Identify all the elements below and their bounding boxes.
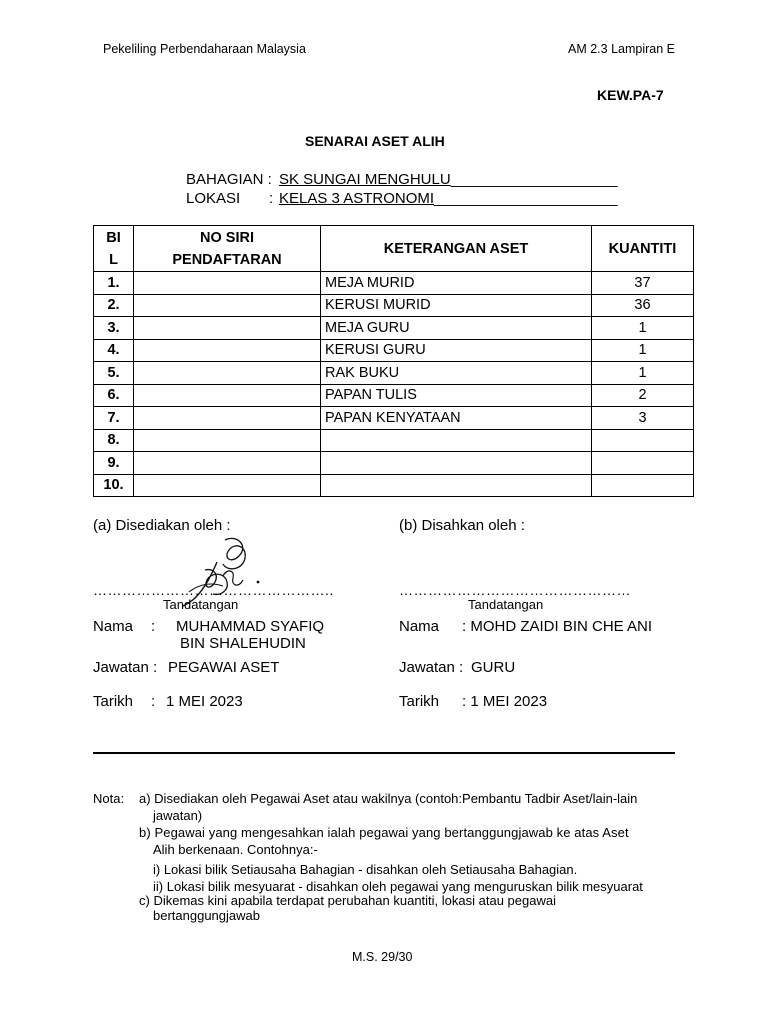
cell-no-siri: [134, 294, 321, 317]
approved-signature-line: …………………………………………: [399, 582, 631, 598]
form-code: KEW.PA-7: [597, 87, 664, 103]
col-no-siri-header-line2: PENDAFTARAN: [172, 251, 282, 268]
cell-no-siri: [134, 272, 321, 295]
cell-kuantiti: [592, 452, 694, 475]
prepared-nama-label: Nama: [93, 618, 134, 635]
approved-tarikh-label: Tarikh: [399, 693, 440, 710]
note-c-line2: bertanggungjawab: [153, 908, 260, 923]
note-c-line1: c) Dikemas kini apabila terdapat perubahan kuantiti, lokasi atau pegawai: [139, 893, 556, 908]
approved-jawatan-label: Jawatan :: [399, 659, 464, 676]
col-bil-header: [94, 226, 134, 272]
cell-kuantiti: 36: [592, 294, 694, 317]
table-row: [94, 339, 694, 362]
table-row: [94, 407, 694, 430]
bahagian-value: SK SUNGAI MENGHULU: [279, 171, 451, 188]
cell-no-siri: [134, 474, 321, 497]
col-no-siri-header-line1: NO SIRI: [200, 229, 254, 246]
cell-kuantiti: 37: [592, 272, 694, 295]
table-row: [94, 362, 694, 385]
note-b-line1: b) Pegawai yang mengesahkan ialah pegawai yang bertanggungjawab ke atas Aset: [139, 825, 629, 840]
approved-tarikh: : 1 MEI 2023: [462, 693, 548, 710]
approved-signature-label: Tandatangan: [468, 597, 544, 612]
cell-keterangan: [321, 452, 592, 475]
table-row: [94, 429, 694, 452]
cell-keterangan: PAPAN TULIS: [321, 384, 592, 407]
cell-bil: 6.: [94, 384, 134, 407]
cell-keterangan: PAPAN KENYATAAN: [321, 407, 592, 430]
cell-bil: 10.: [94, 474, 134, 497]
header-left: Pekeliling Perbendaharaan Malaysia: [103, 42, 306, 56]
cell-keterangan: [321, 474, 592, 497]
prepared-tarikh-colon: :: [151, 693, 156, 710]
cell-keterangan: [321, 429, 592, 452]
cell-keterangan: MEJA MURID: [321, 272, 592, 295]
page-number: M.S. 29/30: [352, 950, 413, 964]
prepared-signature-label: Tandatangan: [163, 597, 239, 612]
cell-kuantiti: [592, 474, 694, 497]
cell-no-siri: [134, 452, 321, 475]
note-a-line1: a) Disediakan oleh Pegawai Aset atau wakilnya (contoh:Pembantu Tadbir Aset/lain-lain: [139, 791, 638, 806]
cell-keterangan: RAK BUKU: [321, 362, 592, 385]
note-b-ii: ii) Lokasi bilik mesyuarat - disahkan oleh pegawai yang menguruskan bilik mesyuarat: [153, 879, 643, 894]
divider-line: [93, 752, 675, 754]
prepared-tarikh-label: Tarikh: [93, 693, 134, 710]
cell-bil: 8.: [94, 429, 134, 452]
table-row: [94, 474, 694, 497]
table-row: [94, 272, 694, 295]
notes-label: Nota:: [93, 791, 125, 806]
cell-bil: 1.: [94, 272, 134, 295]
approved-nama-label: Nama: [399, 618, 440, 635]
table-row: [94, 452, 694, 475]
prepared-signature-line: …………………………………………..: [93, 582, 334, 598]
lokasi-trail: ______________________: [434, 190, 618, 207]
page-title: SENARAI ASET ALIH: [305, 133, 445, 149]
cell-keterangan: KERUSI GURU: [321, 339, 592, 362]
col-bil-header-line1: BI: [106, 229, 121, 246]
cell-kuantiti: 2: [592, 384, 694, 407]
note-b-line2: Alih berkenaan. Contohnya:-: [153, 842, 318, 857]
table-row: [94, 384, 694, 407]
col-no-siri-header: [134, 226, 321, 272]
cell-kuantiti: 1: [592, 362, 694, 385]
prepared-jawatan-label: Jawatan :: [93, 659, 158, 676]
lokasi-field: [279, 190, 618, 207]
cell-no-siri: [134, 317, 321, 340]
cell-bil: 3.: [94, 317, 134, 340]
cell-bil: 7.: [94, 407, 134, 430]
note-b-i: i) Lokasi bilik Setiausaha Bahagian - disahkan oleh Setiausaha Bahagian.: [153, 862, 578, 877]
cell-kuantiti: 1: [592, 317, 694, 340]
prepared-jawatan: PEGAWAI ASET: [168, 659, 280, 676]
cell-no-siri: [134, 339, 321, 362]
lokasi-value: KELAS 3 ASTRONOMI: [279, 190, 435, 207]
cell-keterangan: KERUSI MURID: [321, 294, 592, 317]
header-right: AM 2.3 Lampiran E: [568, 42, 675, 56]
col-keterangan-header: KETERANGAN ASET: [321, 226, 592, 272]
table-row: [94, 294, 694, 317]
cell-bil: 4.: [94, 339, 134, 362]
prepared-nama-line2: BIN SHALEHUDIN: [180, 635, 306, 652]
prepared-nama-line1: MUHAMMAD SYAFIQ: [176, 618, 325, 635]
table-row: [94, 317, 694, 340]
prepared-heading: (a) Disediakan oleh :: [93, 517, 231, 534]
cell-no-siri: [134, 384, 321, 407]
approved-nama: : MOHD ZAIDI BIN CHE ANI: [462, 618, 653, 635]
cell-kuantiti: [592, 429, 694, 452]
cell-bil: 9.: [94, 452, 134, 475]
cell-no-siri: [134, 429, 321, 452]
bahagian-field: [279, 171, 618, 188]
cell-kuantiti: 1: [592, 339, 694, 362]
lokasi-colon: :: [269, 190, 274, 207]
cell-bil: 5.: [94, 362, 134, 385]
cell-keterangan: MEJA GURU: [321, 317, 592, 340]
cell-no-siri: [134, 362, 321, 385]
cell-bil: 2.: [94, 294, 134, 317]
approved-heading: (b) Disahkan oleh :: [399, 517, 525, 534]
note-a-line2: jawatan): [153, 808, 203, 823]
bahagian-label: BAHAGIAN :: [186, 171, 272, 188]
lokasi-label: LOKASI: [186, 190, 241, 207]
cell-no-siri: [134, 407, 321, 430]
bahagian-trail: ____________________: [450, 171, 618, 188]
prepared-tarikh: 1 MEI 2023: [166, 693, 243, 710]
col-kuantiti-header: KUANTITI: [592, 226, 694, 272]
cell-kuantiti: 3: [592, 407, 694, 430]
prepared-nama-colon: :: [151, 618, 156, 635]
approved-jawatan: GURU: [471, 659, 516, 676]
col-bil-header-line2: L: [109, 251, 118, 268]
table-header-row: [94, 226, 694, 272]
asset-table: [93, 225, 694, 497]
